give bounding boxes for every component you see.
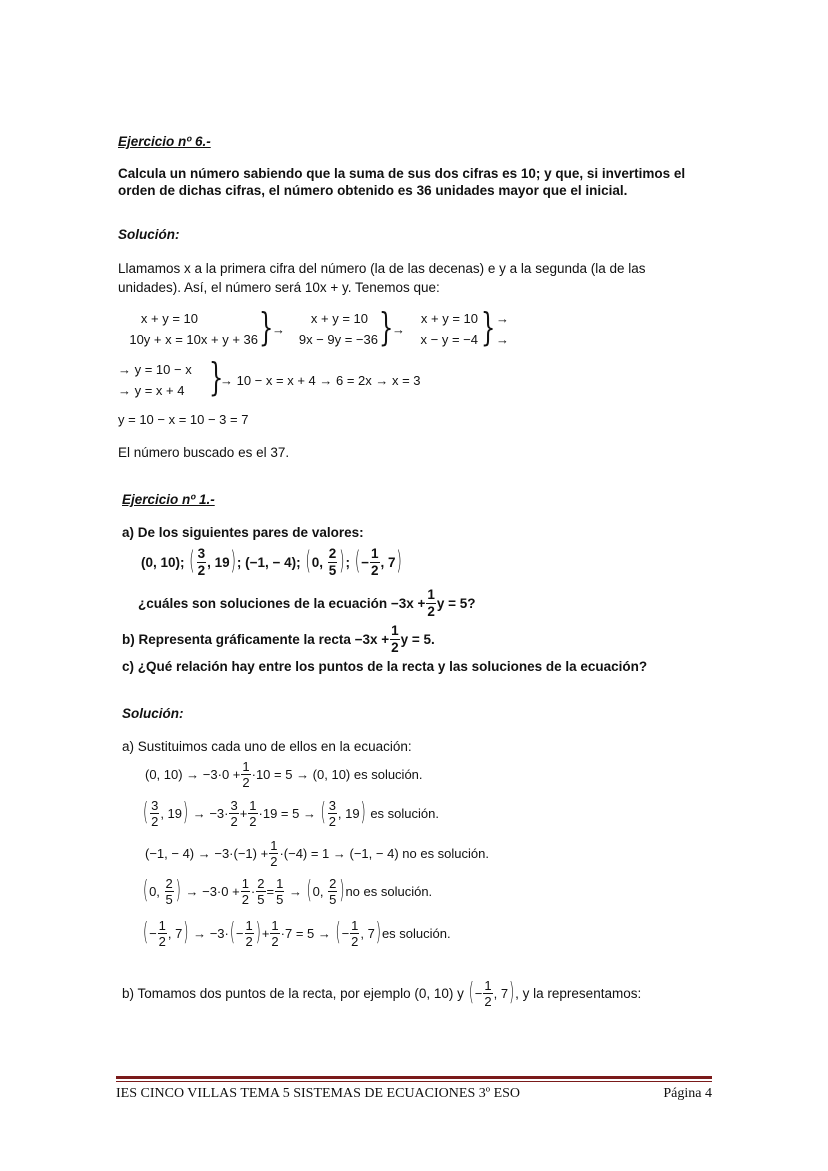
denominator: 2 [370, 562, 379, 578]
exercise-6-statement [118, 165, 718, 199]
statement-line: Calcula un número sabiendo que la suma de sus dos cifras es 10; y que, si invertimos el [118, 166, 686, 181]
denominator: 2 [242, 774, 250, 790]
solution-a-intro: a) Sustituimos cada uno de ellos en la ecuación: [122, 739, 412, 754]
denominator: 5 [329, 891, 337, 907]
denominator: 2 [230, 813, 238, 829]
numerator: 1 [245, 917, 253, 933]
brace-right: } [258, 305, 274, 349]
numerator: 1 [271, 917, 279, 933]
denominator: 2 [351, 933, 359, 949]
system-3 [412, 311, 478, 353]
numerator: 2 [257, 875, 265, 891]
numerator: 1 [484, 977, 492, 993]
pair: (0, 10); [141, 554, 185, 570]
numerator: 1 [427, 587, 435, 602]
equation: x − y = −4 [420, 332, 478, 347]
exercise-1-title: Ejercicio nº 1.- [122, 492, 215, 507]
exercise-6-intro [118, 259, 718, 297]
row-text: es solución. [370, 805, 439, 821]
row-text: + [261, 925, 270, 941]
numerator: 1 [249, 797, 257, 813]
row-text: , 19 [160, 805, 182, 821]
check-row-3 [145, 836, 489, 870]
exercise-1-solution-label: Solución: [122, 706, 184, 721]
part-a-label: a) De los siguientes pares de valores: [122, 525, 364, 540]
numerator: 3 [230, 797, 238, 813]
solution-b-text: , y la representamos: [515, 985, 642, 1001]
pair-pre: 0, [311, 554, 323, 570]
numerator: 1 [391, 623, 399, 638]
arrow: → [392, 322, 405, 337]
exercise-6-title: Ejercicio nº 6.- [118, 134, 211, 149]
system-1 [118, 311, 258, 353]
denominator: 2 [484, 993, 492, 1009]
part-b-text: y = 5. [400, 631, 435, 647]
denominator: 2 [197, 562, 206, 578]
solution-b: b) Tomamos dos puntos de la recta, por ejemplo (0, 10) y ( − $\frac{1}{2}$ , 7 ) , y la representamos: [122, 977, 642, 1009]
arrow-column [496, 311, 509, 353]
row-text: , 7 [493, 985, 509, 1001]
numerator: 2 [329, 875, 337, 891]
brace-right: } [480, 305, 496, 349]
equation: x + y = 10 [420, 311, 478, 326]
footer-title: IES CINCO VILLAS TEMA 5 SISTEMAS DE ECUACIONES 3º ESO [116, 1086, 521, 1101]
denominator: 2 [151, 813, 159, 829]
pair-pre: − [361, 554, 369, 570]
row-text: · [250, 883, 256, 899]
denominator: 2 [270, 853, 278, 869]
row-text: , 19 [337, 805, 360, 821]
separator: ; [345, 554, 351, 570]
denominator: 2 [241, 891, 249, 907]
question-a [138, 586, 476, 620]
question-text: y = 5? [436, 595, 476, 611]
row-text: − [149, 925, 157, 941]
intro-line: Llamamos x a la primera cifra del número (la de las decenas) e y a la segunda (la de las [118, 261, 646, 276]
row-text: − [474, 985, 483, 1001]
brace-right: } [208, 355, 224, 399]
check-row-1 [145, 757, 423, 791]
value-pairs: (0, 10); ( $\frac{3}{2}$ , 19 ) ; (−1, − 4); ( 0, $\frac{2}{5}$ ) ; ( − $\frac{1}{2}$ , 7 ) [141, 545, 402, 578]
numerator: 1 [242, 758, 250, 774]
denominator: 2 [271, 933, 279, 949]
row-text: ·7 = 5 → [280, 925, 331, 941]
row-text: no es solución. [345, 883, 433, 899]
numerator: 1 [270, 837, 278, 853]
exercise-6-solution-label: Solución: [118, 227, 180, 242]
denominator: 5 [328, 562, 337, 578]
part-b-text: b) Representa gráficamente la recta −3x + [122, 631, 390, 647]
page-number: Página 4 [663, 1086, 712, 1101]
row-text: − [341, 925, 350, 941]
pair-rest: , 7 [380, 554, 396, 570]
pair: ; (−1, − 4); [236, 554, 301, 570]
denominator: 2 [245, 933, 253, 949]
equation: → y = 10 − x [118, 362, 192, 377]
statement-line: orden de dichas cifras, el número obtenido es 36 unidades mayor que el inicial. [118, 183, 628, 198]
brace-right: } [378, 305, 394, 349]
numerator: 1 [158, 917, 166, 933]
arrow: → [496, 311, 509, 326]
numerator: 3 [328, 797, 336, 813]
equation: x + y = 10 [310, 311, 368, 326]
check-row-2: ( $\frac{3}{2}$ , 19 ) → −3· $\frac{3}{2}$ + $\frac{1}{2}$ ·19 = 5 → ( $\frac{3}{2}$ , 19 ) es solución. [143, 797, 439, 829]
denominator: 2 [328, 813, 336, 829]
numerator: 2 [328, 546, 337, 561]
y-calculation: y = 10 − x = 10 − 3 = 7 [118, 412, 249, 427]
denominator: 2 [249, 813, 257, 829]
denominator: 5 [165, 891, 173, 907]
denominator: 5 [276, 891, 284, 907]
numerator: 1 [241, 875, 249, 891]
equation: → y = x + 4 [118, 383, 185, 398]
pair-rest: , 19 [207, 554, 230, 570]
equation: 10y + x = 10x + y + 36 [129, 332, 258, 347]
arrow: → [272, 322, 285, 337]
row-text: ·(−4) = 1 → (−1, − 4) no es solución. [279, 845, 489, 861]
part-b [122, 622, 435, 656]
denominator: 2 [158, 933, 166, 949]
row-text: ·10 = 5 → (0, 10) es solución. [251, 766, 423, 782]
row-text: , 7 [360, 925, 375, 941]
row-text: − [235, 925, 244, 941]
numerator: 2 [165, 875, 173, 891]
row-text: + [239, 805, 248, 821]
exercise-6-answer: El número buscado es el 37. [118, 445, 290, 460]
question-text: ¿cuáles son soluciones de la ecuación −3x + [138, 595, 426, 611]
equation: 9x − 9y = −36 [298, 332, 378, 347]
part-c: c) ¿Qué relación hay entre los puntos de la recta y las soluciones de la ecuación? [122, 659, 648, 674]
footer-rule-thin [116, 1081, 712, 1082]
substitution-system [118, 362, 192, 404]
denominator: 5 [257, 891, 265, 907]
check-row-5: ( − $\frac{1}{2}$ , 7 ) → −3· ( − $\frac{1}{2}$ ) + $\frac{1}{2}$ ·7 = 5 → ( − $\frac{1}{2}$ , 7 ) es solución. [143, 917, 451, 949]
intro-line: unidades). Así, el número será 10x + y. Tenemos que: [118, 280, 440, 295]
row-text: = [266, 883, 275, 899]
footer-rule [116, 1076, 712, 1079]
numerator: 1 [276, 875, 284, 891]
row-text: → [288, 883, 302, 899]
row-text: → −3· [193, 925, 229, 941]
row-text: (0, 10) → −3·0 + [145, 766, 241, 782]
row-text: ·19 = 5 → [258, 805, 316, 821]
solution-b-text: b) Tomamos dos puntos de la recta, por ejemplo (0, 10) y [122, 985, 464, 1001]
equation: x + y = 10 [140, 311, 198, 326]
numerator: 3 [197, 546, 206, 561]
row-text: → −3·0 + [185, 883, 240, 899]
row-text: , 7 [167, 925, 183, 941]
check-row-4: ( 0, $\frac{2}{5}$ ) → −3·0 + $\frac{1}{2}$ · $\frac{2}{5}$ = $\frac{1}{5}$ → ( 0, $\frac{2}{5}$ ) no es solución. [143, 875, 433, 907]
numerator: 1 [351, 917, 359, 933]
denominator: 2 [427, 603, 435, 619]
numerator: 1 [370, 546, 379, 561]
arrow: → [496, 332, 509, 347]
row-text: es solución. [381, 925, 451, 941]
system-2 [290, 311, 378, 353]
row-text: 0, [149, 883, 160, 899]
denominator: 2 [391, 639, 399, 655]
substitution-result: → 10 − x = x + 4 → 6 = 2x → x = 3 [220, 373, 421, 388]
row-text: 0, [312, 883, 324, 899]
row-text: (−1, − 4) → −3·(−1) + [145, 845, 269, 861]
numerator: 3 [151, 797, 159, 813]
row-text: → −3· [192, 805, 229, 821]
